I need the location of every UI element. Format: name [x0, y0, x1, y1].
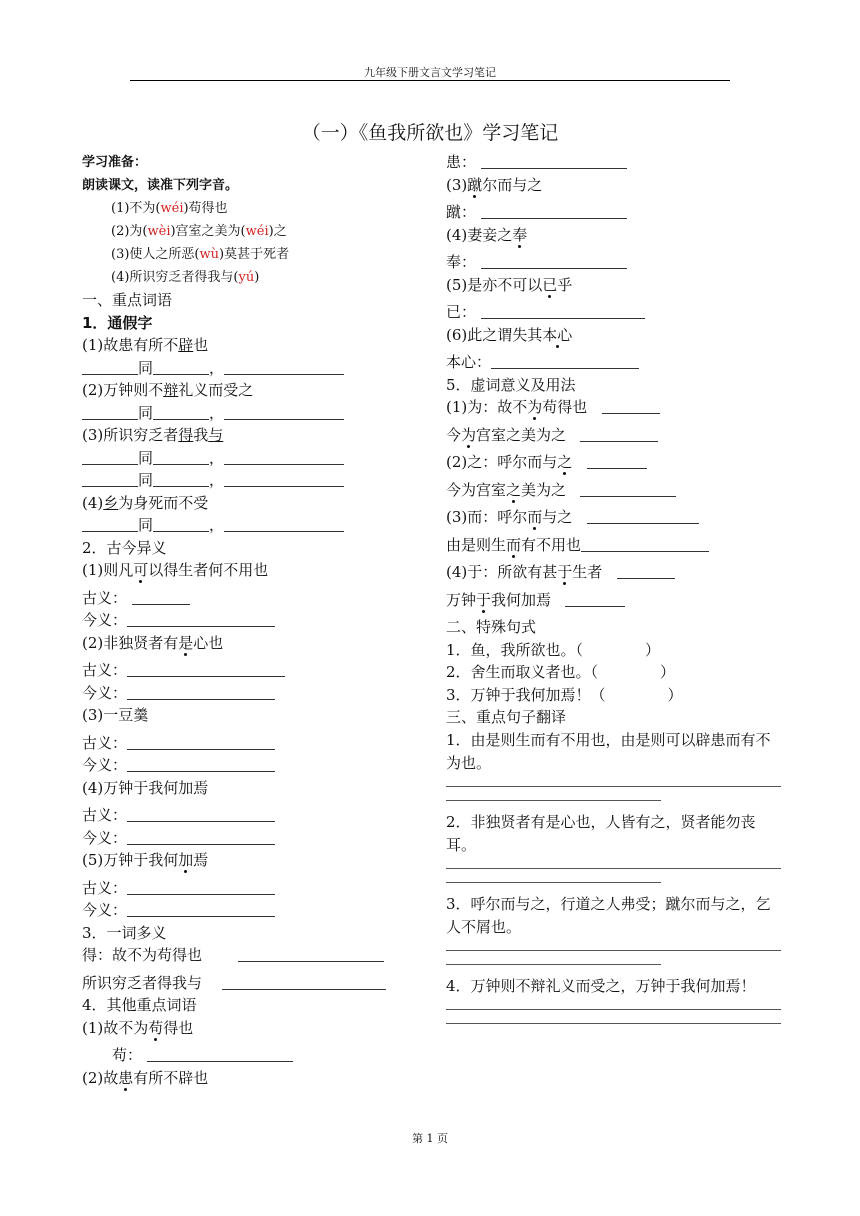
pinyin: wéi	[245, 224, 269, 239]
answer-blank[interactable]	[224, 517, 344, 532]
answer-blank[interactable]	[82, 405, 138, 420]
answer-line[interactable]	[446, 867, 781, 869]
gujin-item-3: (3)一豆羹	[82, 706, 149, 724]
translate-item-1: 1．由是则生而有不用也，由是则可以辟患而有不为也。	[446, 730, 771, 772]
answer-blank[interactable]	[224, 360, 344, 375]
answer-blank[interactable]	[82, 450, 138, 465]
answer-blank[interactable]	[127, 902, 275, 917]
gu-row: 古义：	[82, 587, 412, 610]
right-item-6: (6)此之谓失其本心	[446, 325, 573, 344]
answer-blank[interactable]	[565, 592, 625, 607]
tongjia-item-1: (1)故患有所不辟也	[82, 336, 209, 354]
tongjia-item-2: (2)万钟则不辩礼义而受之	[82, 381, 254, 399]
right-item-5: (5)是亦不可以已乎	[446, 275, 573, 294]
gujin-item-1: (1)则凡可以得生者何不用也	[82, 561, 269, 579]
answer-blank[interactable]	[481, 254, 627, 269]
yici-row-2: 所识穷乏者得我与	[82, 972, 412, 995]
subheading-qita: 4．其他重点词语	[82, 996, 197, 1014]
huan-row: 患：	[446, 151, 781, 174]
answer-blank[interactable]	[127, 685, 275, 700]
gu-row: 古义：	[82, 659, 412, 682]
answer-blank[interactable]	[580, 427, 658, 442]
xuci-row: 万钟于我何加焉	[446, 589, 781, 612]
xuci-row: 今为宫室之美为之	[446, 479, 781, 502]
qita-item-2: (2)故患有所不辟也	[82, 1068, 209, 1087]
answer-blank[interactable]	[224, 405, 344, 420]
answer-blank[interactable]	[153, 517, 209, 532]
answer-blank[interactable]	[481, 204, 627, 219]
answer-row: 同 ，	[82, 469, 412, 492]
answer-blank[interactable]	[617, 564, 675, 579]
xuci-row: 今为宫室之美为之	[446, 424, 781, 447]
right-answer-3: 蹴：	[446, 201, 781, 224]
page-number: 第 1 页	[412, 1132, 448, 1145]
right-item-4: (4)妻妾之奉	[446, 225, 528, 244]
answer-blank[interactable]	[602, 399, 660, 414]
answer-blank[interactable]	[132, 590, 190, 605]
gujin-item-4: (4)万钟于我何加焉	[82, 778, 209, 797]
header-rule	[130, 80, 730, 81]
answer-blank[interactable]	[587, 509, 699, 524]
answer-blank[interactable]	[153, 450, 209, 465]
prep-instruction: 朗读课文，读准下列字音。	[82, 178, 239, 193]
qita-item-1: (1)故不为苟得也	[82, 1018, 194, 1037]
gu-row: 古义：	[82, 804, 412, 827]
pinyin: yú	[238, 270, 255, 285]
right-answer-4: 奉：	[446, 251, 781, 274]
answer-line[interactable]	[446, 799, 661, 801]
answer-blank[interactable]	[82, 360, 138, 375]
answer-blank[interactable]	[127, 662, 285, 677]
answer-line[interactable]	[446, 785, 781, 787]
answer-blank[interactable]	[153, 472, 209, 487]
answer-line[interactable]	[446, 1022, 781, 1024]
special-sentence-2: 2．舍生而取义者也。（ ）	[446, 663, 676, 681]
xuci-row: (1)为：故不为苟得也	[446, 396, 781, 419]
right-answer-6: 本心：	[446, 351, 781, 374]
answer-blank[interactable]	[222, 975, 386, 990]
answer-blank[interactable]	[581, 537, 709, 552]
answer-line[interactable]	[446, 963, 661, 965]
gu-row: 古义：	[82, 732, 412, 755]
answer-line[interactable]	[446, 1008, 781, 1010]
answer-blank[interactable]	[82, 517, 138, 532]
section-heading-1: 一、重点词语	[82, 291, 173, 309]
jin-row: 今义：	[82, 899, 412, 922]
translate-item-4: 4．万钟则不辩礼义而受之，万钟于我何加焉！	[446, 976, 756, 995]
section-heading-3: 三、重点句子翻译	[446, 708, 567, 726]
left-column	[82, 151, 412, 1089]
answer-row: 同 ，	[82, 447, 412, 470]
subheading-tongjia: 1．通假字	[82, 313, 153, 332]
answer-blank[interactable]	[127, 757, 275, 772]
right-answer-5: 已：	[446, 301, 781, 324]
tongjia-item-3: (3)所识穷乏者得我与	[82, 426, 224, 444]
answer-row: 同 ，	[82, 357, 412, 380]
special-sentence-3: 3．万钟于我何加焉！（ ）	[446, 685, 683, 704]
xuci-row: (4)于：所欲有甚于生者	[446, 561, 781, 584]
answer-blank[interactable]	[587, 454, 647, 469]
translate-item-3: 3．呼尔而与之，行道之人弗受；蹴尔而与之，乞人不屑也。	[446, 894, 771, 936]
section-heading-2: 二、特殊句式	[446, 618, 537, 636]
page-title: （一）《鱼我所欲也》学习笔记	[301, 122, 559, 144]
gujin-item-2: (2)非独贤者有是心也	[82, 633, 224, 652]
pron-item-4: (4)所识穷乏者得我与(yú)	[111, 270, 260, 285]
answer-blank[interactable]	[127, 735, 275, 750]
pinyin: wèi	[147, 224, 171, 239]
xuci-row: 由是则生而有不用也	[446, 534, 781, 557]
subheading-xuci: 5．虚词意义及用法	[446, 375, 576, 394]
answer-blank[interactable]	[580, 482, 676, 497]
answer-blank[interactable]	[224, 472, 344, 487]
pron-item-3: (3)使人之所恶(wù)莫甚于死者	[111, 247, 290, 262]
pron-item-1: (1)不为(wéi)苟得也	[111, 201, 228, 216]
jin-row: 今义：	[82, 827, 412, 850]
prep-heading: 学习准备：	[82, 155, 148, 170]
subheading-gujin: 2．古今异义	[82, 538, 167, 557]
answer-blank[interactable]	[481, 154, 627, 169]
answer-row: 同 ，	[82, 402, 412, 425]
jin-row: 今义：	[82, 754, 412, 777]
page-header: 九年级下册文言文学习笔记	[364, 66, 496, 79]
answer-row: 同 ，	[82, 514, 412, 537]
special-sentence-1: 1．鱼，我所欲也。（ ）	[446, 640, 661, 659]
answer-blank[interactable]	[491, 354, 639, 369]
right-column	[446, 151, 781, 1034]
jin-row: 今义：	[82, 682, 412, 705]
gu-row: 古义：	[82, 877, 412, 900]
jin-row: 今义：	[82, 609, 412, 632]
pinyin: wù	[199, 247, 219, 262]
answer-blank[interactable]	[147, 1047, 293, 1062]
pron-item-2: (2)为(wèi)宫室之美为(wéi)之	[111, 224, 287, 239]
qita-answer-1: 苟：	[82, 1044, 412, 1067]
translate-item-2: 2．非独贤者有是心也，人皆有之，贤者能勿丧耳。	[446, 812, 756, 854]
pinyin: wéi	[160, 201, 184, 216]
answer-blank[interactable]	[127, 612, 275, 627]
answer-blank[interactable]	[153, 360, 209, 375]
answer-blank[interactable]	[127, 880, 275, 895]
answer-blank[interactable]	[224, 450, 344, 465]
xuci-row: (2)之：呼尔而与之	[446, 451, 781, 474]
answer-blank[interactable]	[238, 947, 384, 962]
answer-blank[interactable]	[127, 830, 275, 845]
subheading-yici: 3．一词多义	[82, 923, 167, 942]
xuci-row: (3)而：呼尔而与之	[446, 506, 781, 529]
answer-blank[interactable]	[127, 807, 275, 822]
tongjia-item-4: (4)乡为身死而不受	[82, 493, 209, 512]
right-item-3: (3)蹴尔而与之	[446, 175, 543, 194]
answer-blank[interactable]	[153, 405, 209, 420]
answer-blank[interactable]	[82, 472, 138, 487]
gujin-item-5: (5)万钟于我何加焉	[82, 851, 209, 869]
answer-line[interactable]	[446, 949, 781, 951]
yici-row-1: 得：故不为苟得也	[82, 944, 412, 967]
answer-line[interactable]	[446, 881, 661, 883]
answer-blank[interactable]	[481, 304, 645, 319]
